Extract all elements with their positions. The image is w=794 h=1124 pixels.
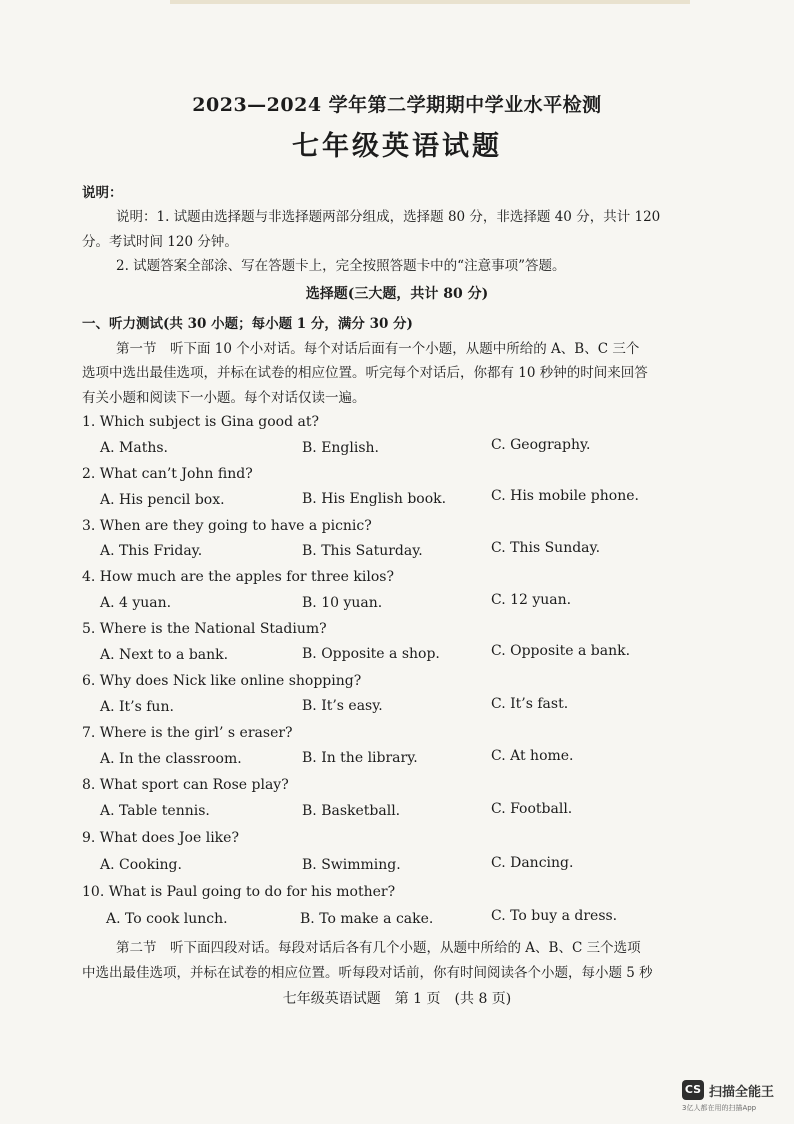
- page-footer: 七年级英语试题 第 1 页 (共 8 页): [282, 991, 512, 1007]
- question-7-option-c: C. At home.: [491, 748, 574, 764]
- question-3: 3. When are they going to have a picnic?: [82, 518, 372, 534]
- question-9-option-c: C. Dancing.: [491, 855, 574, 871]
- scan-edge-strip: [170, 0, 690, 4]
- question-3-option-c: C. This Sunday.: [491, 540, 601, 556]
- exam-title: 2023—2024 学年第二学期期中学业水平检测: [192, 94, 602, 116]
- instructions-label: 说明：: [82, 185, 123, 201]
- part1-sec1-line-1: 第一节 听下面 10 个小对话。每个对话后面有一个小题，从题中所给的 A、B、C 三个: [116, 341, 640, 357]
- part1-sec1-line-3: 有关小题和阅读下一小题。每个对话仅读一遍。: [82, 390, 366, 406]
- question-8: 8. What sport can Rose play?: [82, 777, 289, 793]
- section-heading: 选择题(三大题，共计 80 分): [305, 286, 489, 302]
- question-8-option-b: B. Basketball.: [302, 803, 401, 819]
- question-5-option-a: A. Next to a bank.: [100, 647, 229, 663]
- part2-line-1: 第二节 听下面四段对话。每段对话后各有几个小题，从题中所给的 A、B、C 三个选项: [116, 940, 641, 956]
- question-2-option-a: A. His pencil box.: [100, 492, 225, 508]
- question-4-option-c: C. 12 yuan.: [491, 592, 572, 608]
- question-8-option-c: C. Football.: [491, 801, 573, 817]
- question-3-option-a: A. This Friday.: [100, 543, 203, 559]
- instructions-line-2: 分。考试时间 120 分钟。: [82, 234, 238, 250]
- question-10-option-b: B. To make a cake.: [300, 911, 434, 927]
- part2-line-2: 中选出最佳选项，并标在试卷的相应位置。听每段对话前，你有时间阅读各个小题，每小题 5 秒: [82, 965, 653, 981]
- question-6-option-a: A. It’s fun.: [100, 699, 174, 715]
- instructions-line-1: 说明：1. 试题由选择题与非选择题两部分组成，选择题 80 分，非选择题 40 分，共计 120: [116, 209, 661, 225]
- scanner-watermark: [682, 1080, 792, 1120]
- question-8-option-a: A. Table tennis.: [100, 803, 210, 819]
- question-1-option-a: A. Maths.: [100, 440, 168, 456]
- question-3-option-b: B. This Saturday.: [302, 543, 423, 559]
- question-5-option-b: B. Opposite a shop.: [302, 646, 440, 662]
- question-2: 2. What can’t John find?: [82, 466, 253, 482]
- question-6-option-b: B. It’s easy.: [302, 698, 383, 714]
- question-6: 6. Why does Nick like online shopping?: [82, 673, 362, 689]
- camscanner-logo-icon: CS: [682, 1080, 704, 1100]
- watermark-app-name: 扫描全能王: [709, 1085, 775, 1100]
- question-6-option-c: C. It’s fast.: [491, 696, 569, 712]
- question-5-option-c: C. Opposite a bank.: [491, 643, 631, 659]
- question-4-option-a: A. 4 yuan.: [100, 595, 172, 611]
- question-4-option-b: B. 10 yuan.: [302, 595, 383, 611]
- part1-sec1-line-2: 选项中选出最佳选项，并标在试卷的相应位置。听完每个对话后，你都有 10 秒钟的时间来回答: [82, 365, 648, 381]
- question-10-option-c: C. To buy a dress.: [491, 908, 618, 924]
- question-9-option-a: A. Cooking.: [100, 857, 182, 873]
- question-1: 1. Which subject is Gina good at?: [82, 414, 320, 430]
- question-9-option-b: B. Swimming.: [302, 857, 401, 873]
- question-2-option-b: B. His English book.: [302, 491, 447, 507]
- question-4: 4. How much are the apples for three kilos?: [82, 569, 394, 585]
- question-7-option-a: A. In the classroom.: [100, 751, 242, 767]
- question-10: 10. What is Paul going to do for his mother?: [82, 884, 396, 900]
- instructions-line-3: 2. 试题答案全部涂、写在答题卡上，完全按照答题卡中的“注意事项”答题。: [116, 258, 566, 274]
- exam-subtitle: 七年级英语试题: [292, 131, 502, 162]
- question-10-option-a: A. To cook lunch.: [106, 911, 228, 927]
- question-7-option-b: B. In the library.: [302, 750, 418, 766]
- question-7: 7. Where is the girl’ s eraser?: [82, 725, 293, 741]
- question-9: 9. What does Joe like?: [82, 830, 239, 846]
- watermark-tagline: 3亿人都在用的扫描App: [682, 1104, 757, 1112]
- question-1-option-c: C. Geography.: [491, 437, 591, 453]
- question-1-option-b: B. English.: [302, 440, 379, 456]
- question-2-option-c: C. His mobile phone.: [491, 488, 639, 504]
- question-5: 5. Where is the National Stadium?: [82, 621, 327, 637]
- part1-heading: 一、听力测试(共 30 小题；每小题 1 分，满分 30 分): [82, 316, 413, 332]
